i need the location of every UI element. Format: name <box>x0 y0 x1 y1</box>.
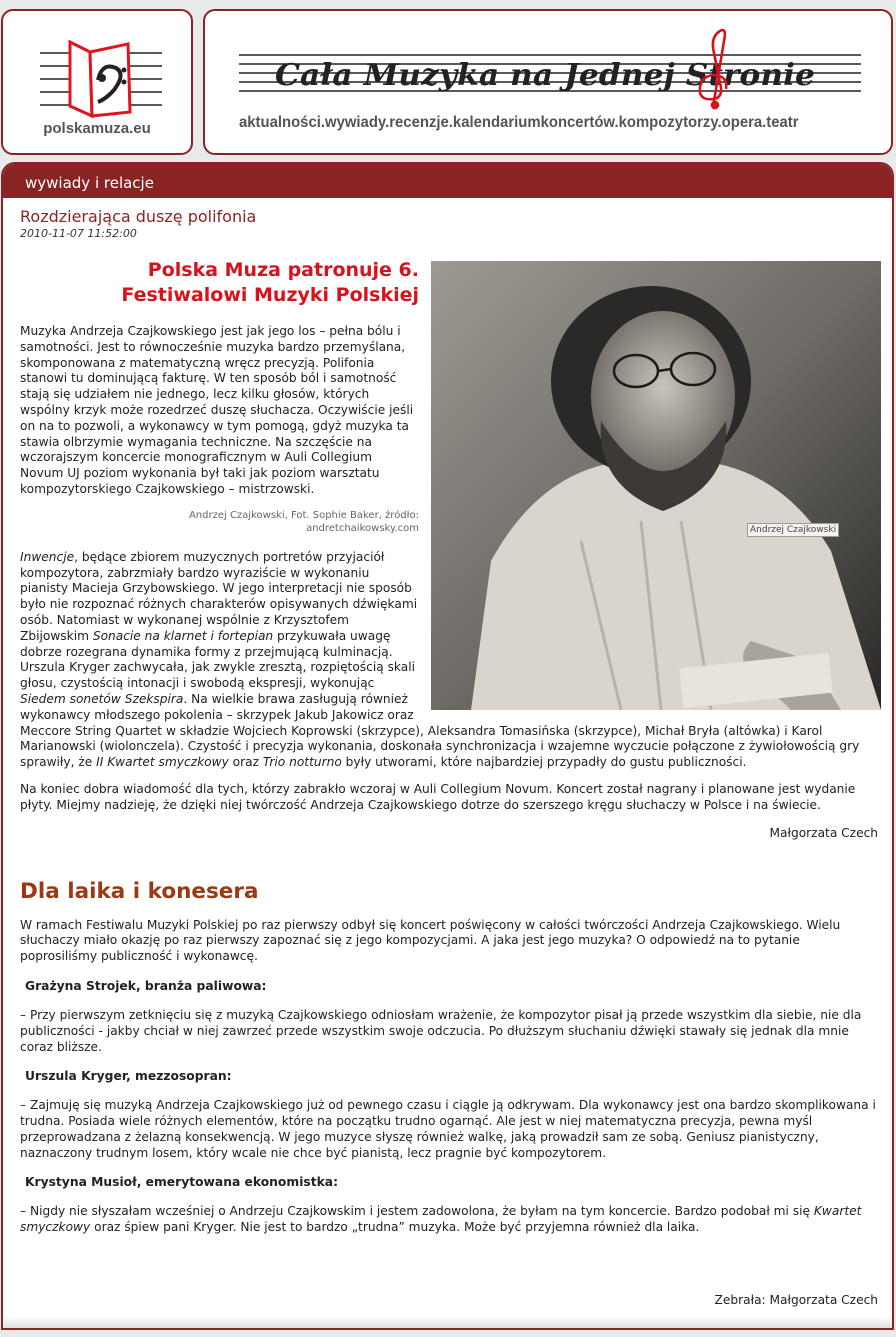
speaker-name: Grażyna Strojek, branża paliwowa: <box>25 978 267 993</box>
banner-nav[interactable]: aktualności.wywiady.recenzje.kalendariumkoncertów.kompozytorzy.opera.teatr <box>239 114 799 131</box>
portrait-image <box>431 261 881 710</box>
photo-credit: Andrzej Czajkowski, Fot. Sophie Baker, źródło: andretchaikowsky.com <box>188 509 419 534</box>
article-author: Małgorzata Czech <box>769 825 878 840</box>
footer-bar <box>3 1316 892 1328</box>
bass-clef-logo-icon <box>40 40 162 122</box>
banner-title: Cała Muzyka na Jednej Stronie <box>275 58 815 93</box>
article-paragraph-1: Muzyka Andrzeja Czajkowskiego jest jak jego los – pełna bólu i samotności. Jest to równocześnie muzyka bardzo przemyślana, skomponowana z matematyczną wręcz precyzją. Polifonia stanowi tu dominującą fakturę. W ten sposób ból i samotność stają się udziałem nie jednego, lecz kilku głosów, których wspólny krzyk może rozedrzeć duszę słuchacza. Oczywiście jeśli on na to pozwoli, a wykonawcy w tym pomogą, gdyż muzyka ta stawia olbrzymie wymagania techniczne. Na szczęście na wczorajszym koncercie monograficznym w Auli Collegium Novum UJ poziom wykonania był taki jak poziom warsztatu kompozytorskiego Czajkowskiego – mistrzowski. <box>20 324 414 496</box>
speaker-name: Urszula Kryger, mezzosopran: <box>25 1069 232 1084</box>
main-content <box>1 162 894 1330</box>
collected-by: Zebrała: Małgorzata Czech <box>714 1293 878 1307</box>
logo-box[interactable] <box>1 9 193 155</box>
section-heading: Dla laika i konesera <box>20 878 259 904</box>
article-heading: Polska Muza patronuje 6. Festiwalowi Muzyki Polskiej <box>121 259 419 306</box>
section-bar: wywiady i relacje <box>3 164 892 198</box>
photo-portrait <box>431 261 881 710</box>
article-title: Rozdzierająca duszę polifonia <box>20 207 257 226</box>
speaker-quote: – Zajmuję się muzyką Andrzeja Czajkowskiego już od pewnego czasu i ciągle ją odkrywam. Dla wykonawcy jest ona bardzo skomplikowana i trudna. Posiada wiele różnych elementów, które na początku trudno ogarnąć. Ale jest w niej matematyczna precyzja, pewna myśl przeprowadzana z żelazną konsekwencją. W jego muzyce słyszę również walkę, jaką prowadził sam ze sobą. Geniusz pianistyczny, naznaczony trudnym losem, który wcale nie chce być pianistą, lecz pragnie być kompozytorem. <box>20 1098 876 1160</box>
article-date: 2010-11-07 11:52:00 <box>20 227 137 240</box>
article-paragraph-2: Inwencje, będące zbiorem muzycznych portretów przyjaciół kompozytora, zabrzmiały bardzo wyraziście w wykonaniu pianisty Macieja Grzybowskiego. W jego interpretacji nie sposób było nie rozpoznać różnych charakterów opisywanych dźwiękami osób. Natomiast w wykonanej wspólnie z Krzysztofem Zbijowskim Sonacie na klarnet i fortepian przykuwała uwagę dobrze rozegrana dynamika formy z przejmującą kulminacją. Urszula Kryger zachwycała, jak zwykle zresztą, rozpiętością skali głosu, czystością intonacji i swobodą ekspresji, wykonując Siedem sonetów Szekspira. Na wielkie brawa zasługują również wykonawcy młodszego pokolenia – skrzypek Jakub Jakowicz oraz Meccore String Quartet w składzie Wojciech Koprowski (skrzypce), Aleksandra Tomasińska (skrzypce), Michał Bryła (altówka) i Karol Marianowski (wiolonczela). Czystość i precyzja wykonania, doskonała synchronizacja i wzajemne wyczucie połączone z żywiołowością gry sprawiły, że II Kwartet smyczkowy oraz Trio notturno były utworami, które najbardziej przypadły do gustu publiczności. <box>20 549 860 770</box>
speaker-quote: – Przy pierwszym zetknięciu się z muzyką Czajkowskiego odniosłam wrażenie, że kompozytor pisał ją przede wszystkim dla siebie, nie dla publiczności - jakby chciał w niej zawrzeć przede wszystkim swoje odczucia. Po dłuższym słuchaniu dźwięki stawały się jednak dla mnie coraz bliższe. <box>20 1007 862 1054</box>
speaker-quote: – Nigdy nie słyszałam wcześniej o Andrzeju Czajkowskim i jestem zadowolona, że byłam na tym koncercie. Bardzo podobał mi się Kwartet smyczkowy oraz śpiew pani Kryger. Nie jest to bardzo „trudna” muzyka. Może być przyjemna również dla laika. <box>20 1204 862 1235</box>
section-intro: W ramach Festiwalu Muzyki Polskiej po raz pierwszy odbył się koncert poświęcony w całości twórczości Andrzeja Czajkowskiego. Wielu słuchaczy miało okazję po raz pierwszy zapoznać się z jego kompozycjami. A jaka jest jego muzyka? O odpowiedź na to pytanie poprosiliśmy publiczność i wykonawcę. <box>20 917 841 964</box>
photo-tooltip: Andrzej Czajkowski <box>747 523 839 537</box>
banner-staff <box>205 11 891 111</box>
banner-box[interactable] <box>203 9 893 155</box>
article-paragraph-3: Na koniec dobra wiadomość dla tych, którzy zabrakło wczoraj w Auli Collegium Novum. Koncert został nagrany i planowane jest wydanie płyty. Miejmy nadzieję, że dzięki niej twórczość Andrzeja Czajkowskiego dotrze do szerszego kręgu słuchaczy w Polsce i na świecie. <box>20 781 856 812</box>
logo-text: polskamuza.eu <box>43 120 151 137</box>
speaker-name: Krystyna Musioł, emerytowana ekonomistka: <box>25 1175 338 1190</box>
